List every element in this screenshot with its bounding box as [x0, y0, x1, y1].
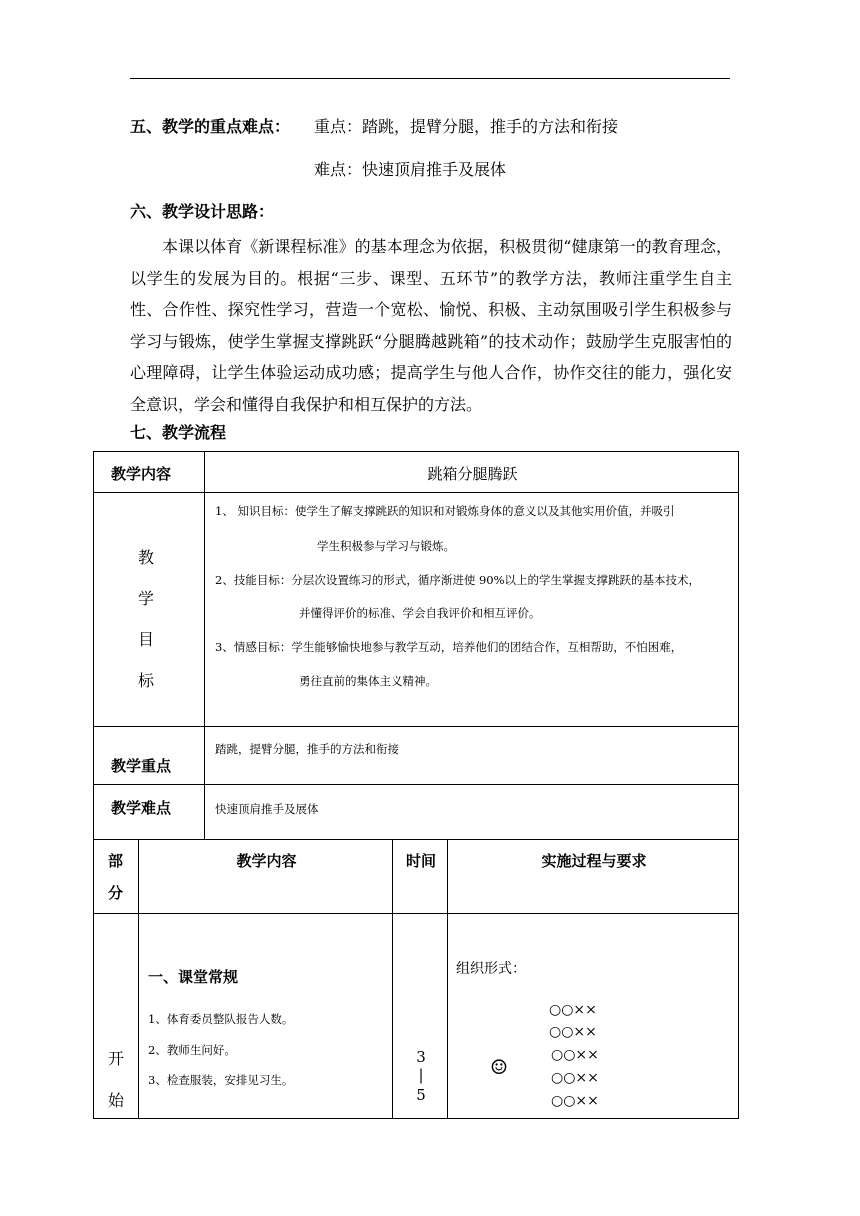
- part-header-cell: [93, 839, 139, 914]
- routine-item: 1、体育委员整队报告人数。: [148, 1012, 294, 1026]
- routine-title: 一、课堂常规: [148, 968, 239, 986]
- goals-label-char: 标: [138, 671, 155, 690]
- org-label: 组织形式：: [456, 961, 526, 977]
- key-label-cell: [93, 726, 205, 785]
- goal-line: 学生积极参与学习与锻炼。: [317, 539, 455, 553]
- content-header: 教学内容: [236, 852, 297, 870]
- goal-line: 勇往直前的集体主义精神。: [299, 674, 437, 688]
- time-header: 时间: [405, 852, 436, 870]
- key-point-text: 重点：踏跳，提臂分腿，推手的方法和衔接: [314, 117, 619, 136]
- content-value: 跳箱分腿腾跃: [427, 465, 518, 483]
- key-value: 踏跳，提臂分腿，推手的方法和衔接: [215, 742, 399, 756]
- key-label: 教学重点: [111, 757, 172, 775]
- process-header-cell: [447, 839, 739, 914]
- formation-row: ○○××: [551, 1093, 599, 1109]
- goal-line: 2、技能目标：分层次设置练习的形式，循序渐进使 90%以上的学生掌握支撑跳跃的基本技术，: [215, 573, 701, 587]
- header-rule: [130, 78, 730, 79]
- part-char: 始: [108, 1091, 125, 1110]
- key-value-cell: [204, 726, 739, 785]
- process-header: 实施过程与要求: [541, 852, 647, 870]
- time-value: 5: [416, 1086, 426, 1104]
- goals-label-cell: [93, 492, 205, 727]
- content-label: 教学内容: [111, 465, 172, 483]
- part-header-char: 分: [108, 884, 124, 902]
- part-char: 开: [108, 1049, 125, 1068]
- goal-line: 3、情感目标：学生能够愉快地参与教学互动，培养他们的团结合作，互相帮助，不怕困难，: [215, 640, 683, 654]
- diff-value: 快速顶肩推手及展体: [215, 802, 319, 816]
- routine-item: 2、教师生问好。: [148, 1043, 236, 1057]
- section7-heading: 七、教学流程: [130, 423, 227, 442]
- formation-row: ○○××: [549, 1024, 597, 1040]
- diff-label: 教学难点: [111, 799, 172, 817]
- teacher-icon: ☺: [490, 1055, 508, 1079]
- design-paragraph: 本课以体育《新课程标准》的基本理念为依据，积极贯彻“健康第一的教育理念，以学生的发展为目的。根据“三步、课型、五环节”的教学方法，教师注重学生自主性、合作性、探究性学习，营造一个宽松、愉悦、积极、主动氛围吸引学生积极参与学习与锻炼，使学生掌握支撑跳跃“分腿腾越跳箱”的技术动作；鼓励学生克服害怕的心理障碍，让学生体验运动成功感；提高学生与他人合作，协作交往的能力，强化安全意识，学会和懂得自我保护和相互保护的方法。: [130, 237, 732, 414]
- goal-line: 并懂得评价的标准、学会自我评价和相互评价。: [299, 606, 541, 620]
- time-header-cell: [392, 839, 448, 914]
- routine-item: 3、检查服装，安排见习生。: [148, 1073, 294, 1087]
- goals-cell: [204, 492, 739, 727]
- formation-row: ○○××: [549, 1002, 597, 1018]
- section6-heading: 六、教学设计思路：: [130, 202, 275, 221]
- time-value: |: [418, 1066, 424, 1084]
- goals-label-char: 目: [138, 630, 155, 649]
- diff-value-cell: [204, 784, 739, 840]
- part-cell: [93, 913, 139, 1119]
- formation-row: ○○××: [551, 1047, 599, 1063]
- goals-label-char: 教: [138, 548, 155, 567]
- content-value-cell: [204, 451, 739, 493]
- difficulty-text: 难点：快速顶肩推手及展体: [314, 160, 507, 179]
- diff-label-cell: [93, 784, 205, 840]
- part-header-char: 部: [108, 852, 124, 870]
- row-content-cell: [138, 913, 393, 1119]
- goal-line: 1、 知识目标：使学生了解支撑跳跃的知识和对锻炼身体的意义以及其他实用价值，并吸引: [215, 504, 675, 518]
- formation-row: ○○××: [551, 1070, 599, 1086]
- time-cell: [392, 913, 448, 1119]
- content-header-cell: [138, 839, 393, 914]
- time-value: 3: [416, 1048, 426, 1066]
- section5-heading: 五、教学的重点难点：: [130, 117, 291, 136]
- process-cell: [447, 913, 739, 1119]
- goals-label-char: 学: [138, 589, 155, 608]
- content-label-cell: [93, 451, 205, 493]
